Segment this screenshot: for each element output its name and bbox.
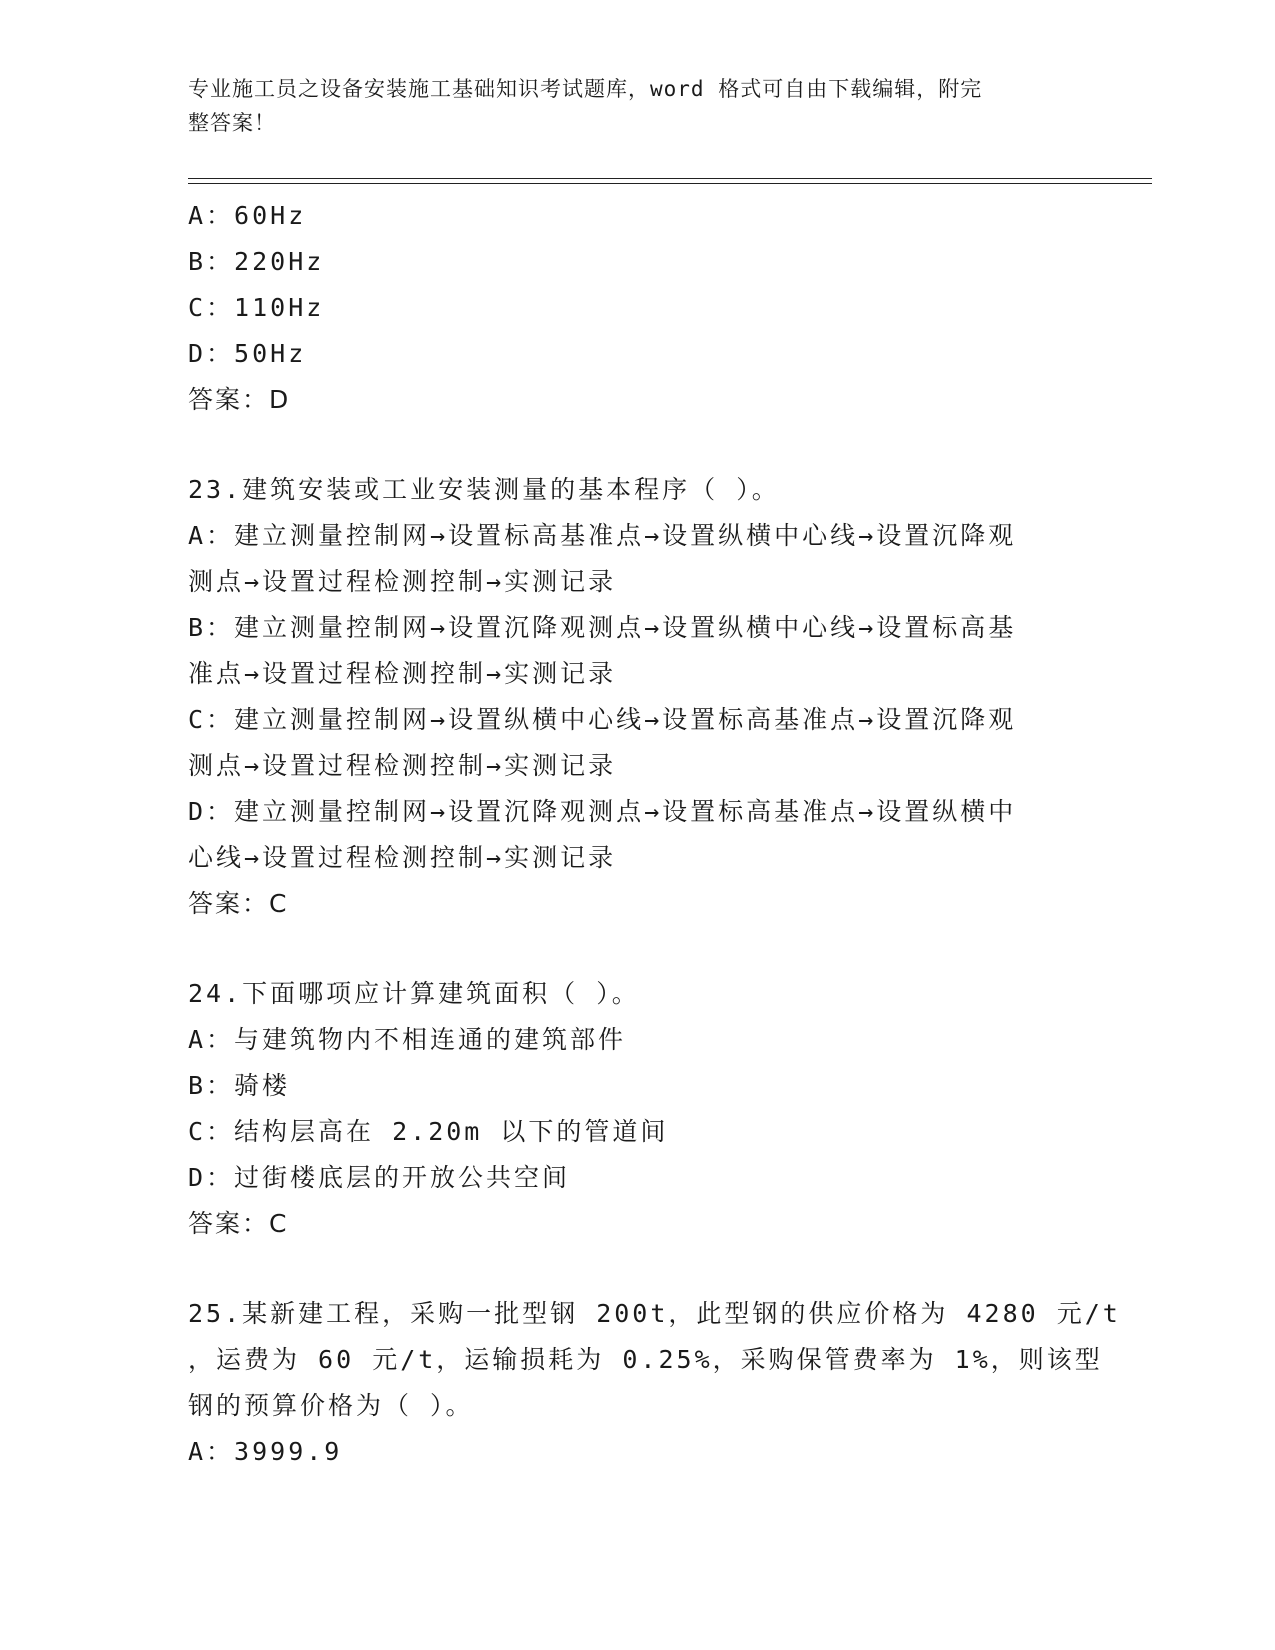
question-text: 23.建筑安装或工业安装测量的基本程序（ ）。	[188, 475, 780, 504]
option-a: A：3999.9	[188, 1437, 343, 1466]
question-22-block	[188, 193, 1088, 423]
header-line-2: 整答案！	[188, 111, 276, 135]
option-c: C：结构层高在 2.20m 以下的管道间	[188, 1117, 669, 1146]
question-content	[188, 193, 1121, 1475]
question-text: 24.下面哪项应计算建筑面积（ ）。	[188, 979, 640, 1008]
question-23-block	[188, 467, 1088, 927]
option-b-cont: 准点→设置过程检测控制→实测记录	[188, 659, 617, 688]
answer-line: 答案：D	[188, 385, 291, 414]
option-c: C：建立测量控制网→设置纵横中心线→设置标高基准点→设置沉降观	[188, 705, 1017, 734]
question-text: 25.某新建工程，采购一批型钢 200t，此型钢的供应价格为 4280 元/t	[188, 1299, 1121, 1328]
question-text-cont-1: ，运费为 60 元/t，运输损耗为 0.25%，采购保管费率为 1%，则该型	[188, 1345, 1103, 1374]
option-b: B：220Hz	[188, 247, 325, 276]
question-text-cont-2: 钢的预算价格为（ ）。	[188, 1391, 474, 1420]
option-a: A：与建筑物内不相连通的建筑部件	[188, 1025, 627, 1054]
question-25-block	[188, 1291, 1121, 1475]
option-a-cont: 测点→设置过程检测控制→实测记录	[188, 567, 617, 596]
option-d: D：50Hz	[188, 339, 307, 368]
header-line-1: 专业施工员之设备安装施工基础知识考试题库，word 格式可自由下载编辑，附完	[188, 77, 983, 101]
question-24-block	[188, 971, 1088, 1247]
answer-line: 答案：C	[188, 1209, 289, 1238]
option-d: D：过街楼底层的开放公共空间	[188, 1163, 571, 1192]
option-d-cont: 心线→设置过程检测控制→实测记录	[188, 843, 617, 872]
option-c: C：110Hz	[188, 293, 325, 322]
option-b: B：建立测量控制网→设置沉降观测点→设置纵横中心线→设置标高基	[188, 613, 1017, 642]
option-d: D：建立测量控制网→设置沉降观测点→设置标高基准点→设置纵横中	[188, 797, 1017, 826]
option-b: B：骑楼	[188, 1071, 291, 1100]
option-a: A：建立测量控制网→设置标高基准点→设置纵横中心线→设置沉降观	[188, 521, 1017, 550]
option-c-cont: 测点→设置过程检测控制→实测记录	[188, 751, 617, 780]
header-divider-bottom	[188, 183, 1152, 184]
header-divider-top	[188, 178, 1152, 179]
option-a: A：60Hz	[188, 201, 307, 230]
page-header	[188, 72, 1068, 140]
answer-line: 答案：C	[188, 889, 289, 918]
